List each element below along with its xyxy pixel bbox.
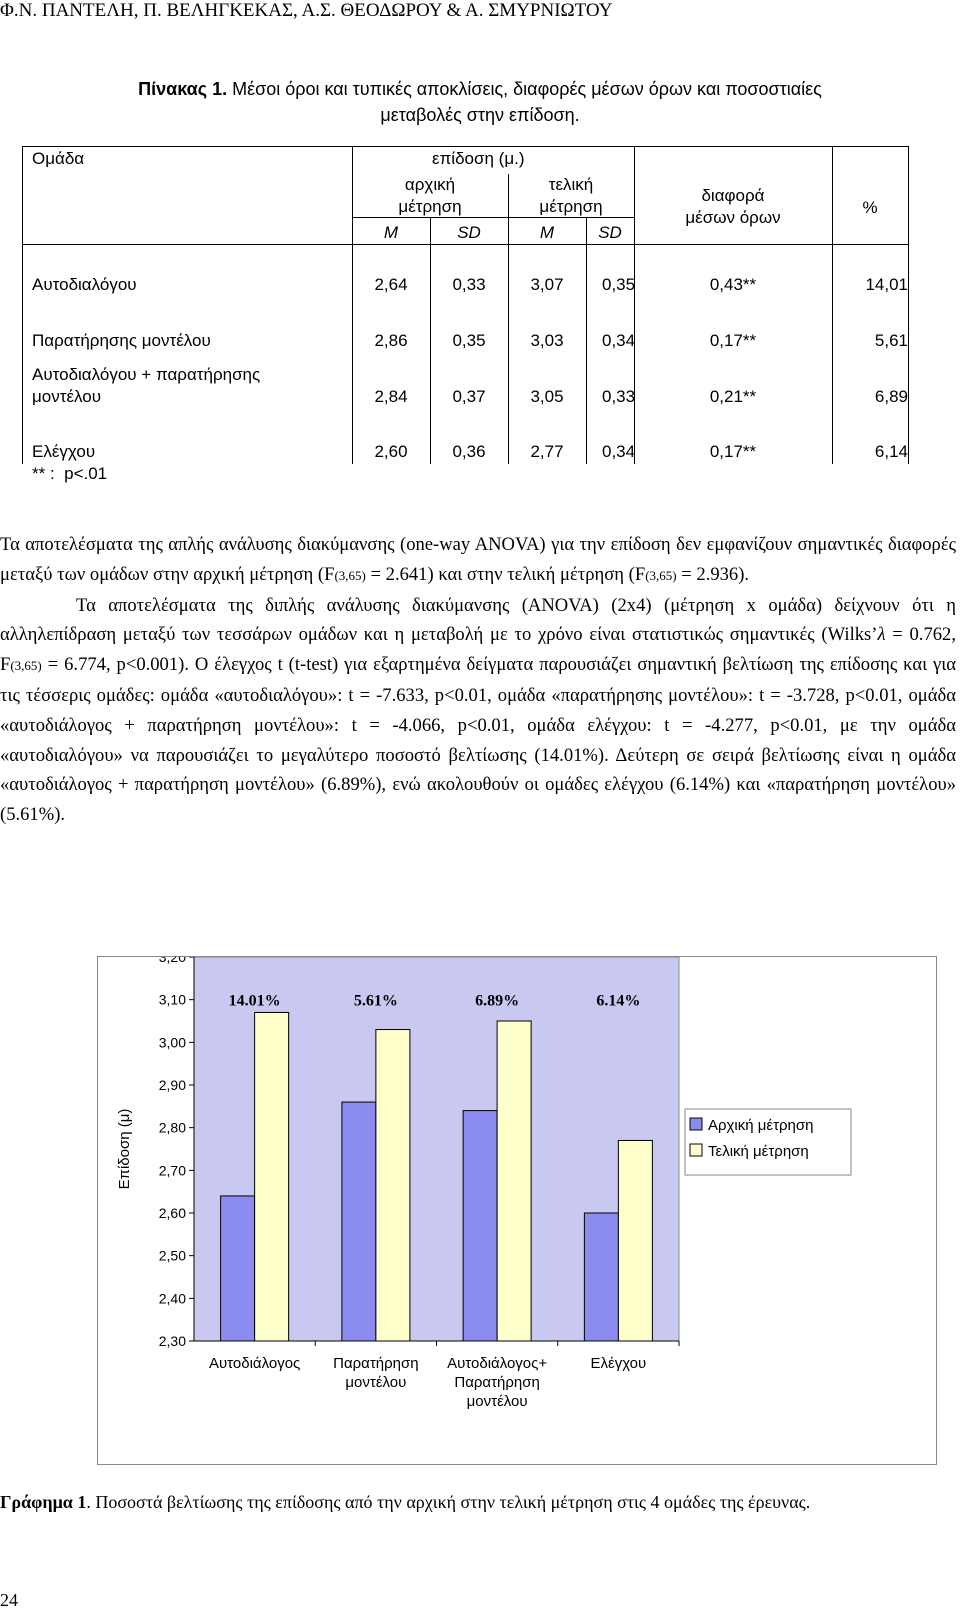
y-tick-label: 2,60 [158,1205,186,1221]
bar-final [255,1012,289,1341]
header-group: Ομάδα [32,149,85,168]
row-m-initial: 2,64 [374,275,408,294]
table-rule [832,146,833,464]
row-percent: 6,89 [874,387,908,406]
legend-label: Αρχική μέτρηση [708,1117,814,1134]
row-m-initial: 2,60 [374,442,408,461]
bar-final [376,1030,410,1341]
paragraph-2: Τα αποτελέσματα της διπλής ανάλυσης διακύμανσης (ANOVA) (2x4) (μέτρηση x ομάδα) δείχνουν ότι η αλληλεπίδραση μεταξύ των τεσσάρων ομάδων και η μεταβολή με το χρόνο είναι στατιστικώς σημαντικές (Wilks’λ = 0.762, F(3,65) = 6.774, p<0.001). Ο έλεγχος t (t-test) για εξαρτημένα δείγματα παρουσιάζει σημαντική βελτίωση της επίδοσης και για τις τέσσερις ομάδες: ομάδα «αυτοδιαλόγου»: t = -7.633, p<0.01, ομάδα «παρατήρησης μοντέλου»: t = -3.728, p<0.01, ομάδα «αυτοδιάλογος + παρατήρηση μοντέλου»: t = -4.066, p<0.01, ομάδα ελέγχου: t = -4.277, p<0.01, με την ομάδα «αυτοδιαλόγου» να παρουσιάζει το μεγαλύτερο ποσοστό βελτίωσης (14.01%). Δεύτερη σε σειρά βελτίωσης είναι η ομάδα «αυτοδιάλογος + παρατήρηση μοντέλου» (6.89%), ενώ ακολουθούν οι ομάδες ελέγχου (6.14%) και «παρατήρηση μοντέλου» (5.61%). [0,594,956,826]
x-category-label: Παρατήρηση [454,1374,540,1391]
row-group: Παρατήρησης μοντέλου [32,331,211,350]
bar-initial [463,1111,497,1341]
header-sd-initial: SD [457,223,481,242]
y-tick-label: 2,50 [158,1247,186,1264]
x-category-label: Ελέγχου [590,1355,647,1372]
row-m-final: 3,05 [530,387,564,406]
row-m-initial: 2,84 [374,387,408,406]
header-percent: % [862,198,878,217]
row-group-line-2: μοντέλου [32,387,102,406]
y-tick-label: 2,70 [158,1162,186,1179]
bar-final [618,1140,652,1341]
legend-label: Τελική μέτρηση [708,1143,809,1160]
x-category-label: Παρατήρηση [333,1355,419,1372]
row-m-final: 3,07 [530,275,564,294]
table-rule [22,146,908,147]
figure-caption [0,1492,810,1513]
table-rule [908,146,909,464]
percent-annotation: 6.14% [596,992,641,1010]
legend-swatch [690,1144,702,1156]
row-group: Αυτοδιαλόγου [32,275,137,294]
figure-caption-label: Γράφημα 1 [0,1492,87,1512]
y-tick-label: 2,90 [158,1077,186,1093]
row-sd-initial: 0,33 [452,275,486,294]
row-group: Ελέγχου [32,442,96,461]
y-tick-label: 2,80 [158,1119,186,1136]
paragraph-1: Τα αποτελέσματα της απλής ανάλυσης διακύμανσης (one-way ANOVA) για την επίδοση δεν εμφανίζουν σημαντικές διαφορές μεταξύ των ομάδων στην αρχική μέτρηση (F(3,65) = 2.641) και στην τελική μέτρηση (F(3,65) = 2.936). [0,534,956,585]
y-tick-label: 3,10 [158,991,186,1008]
row-group-line-1: Αυτοδιαλόγου + παρατήρησης [32,365,261,384]
header-performance: επίδοση (μ.) [432,149,525,168]
header-m-final: M [539,223,555,242]
bar-chart [97,956,937,1465]
table-caption-text: Μέσοι όροι και τυπικές αποκλίσεις, διαφορές μέσων όρων και ποσοστιαίες [227,79,822,99]
chart-canvas [98,957,936,1464]
x-category-label: μοντέλου [345,1374,407,1391]
row-difference: 0,43** [709,275,757,294]
row-percent: 6,14 [874,442,908,461]
table-caption-line-1 [0,76,960,102]
row-sd-final: 0,33 [602,387,636,406]
stats-table [22,146,936,483]
table-caption [0,76,960,128]
legend-swatch [690,1118,702,1130]
row-sd-initial: 0,36 [452,442,486,461]
x-category-label: Αυτοδιάλογος+ [447,1355,548,1372]
percent-annotation: 14.01% [228,992,281,1010]
y-tick-label: 2,30 [158,1333,186,1349]
bar-initial [221,1196,255,1341]
row-percent: 5,61 [874,331,908,350]
x-category-label: μοντέλου [466,1393,528,1410]
row-difference: 0,21** [709,387,757,406]
y-tick-label: 2,40 [158,1290,186,1307]
bar-final [497,1021,531,1341]
table-rule [22,244,908,245]
page-number: 24 [0,1590,18,1610]
table-footnote: ** : p<.01 [32,464,108,483]
header-final: τελική μέτρηση [539,175,603,216]
x-category-label: Αυτοδιάλογος [208,1355,301,1372]
table-caption-label: Πίνακας 1. [138,79,228,99]
row-sd-final: 0,35 [602,275,636,294]
row-percent: 14,01 [865,275,908,294]
table-caption-line-2: μεταβολές στην επίδοση. [380,105,580,125]
row-difference: 0,17** [709,442,757,461]
percent-annotation: 6.89% [475,992,520,1010]
body-text [0,530,956,830]
running-header: Φ.Ν. ΠΑΝΤΕΛΗ, Π. ΒΕΛΗΓΚΕΚΑΣ, Α.Σ. ΘΕΟΔΩΡΟΥ & Α. ΣΜΥΡΝΙΩΤΟΥ [0,0,613,21]
y-tick-label: 3,20 [158,957,186,965]
row-sd-final: 0,34 [602,331,636,350]
header-sd-final: SD [598,223,622,242]
header-initial: αρχική μέτρηση [398,175,462,216]
row-sd-initial: 0,37 [452,387,486,406]
row-sd-initial: 0,35 [452,331,486,350]
table-rule [22,146,23,464]
row-m-initial: 2,86 [374,331,408,350]
row-difference: 0,17** [709,331,757,350]
figure-caption-text: . Ποσοστά βελτίωσης της επίδοσης από την αρχική στην τελική μέτρηση στις 4 ομάδες της έρευνας. [86,1492,811,1512]
row-m-final: 3,03 [530,331,564,350]
header-difference: διαφορά μέσων όρων [685,186,781,227]
bar-initial [584,1213,618,1341]
percent-annotation: 5.61% [353,992,398,1010]
y-axis-label: Επίδοση (μ) [116,1108,133,1190]
row-m-final: 2,77 [530,442,564,461]
header-m-initial: M [383,223,399,242]
bar-initial [342,1102,376,1341]
y-tick-label: 3,00 [158,1034,186,1051]
row-sd-final: 0,34 [602,442,636,461]
